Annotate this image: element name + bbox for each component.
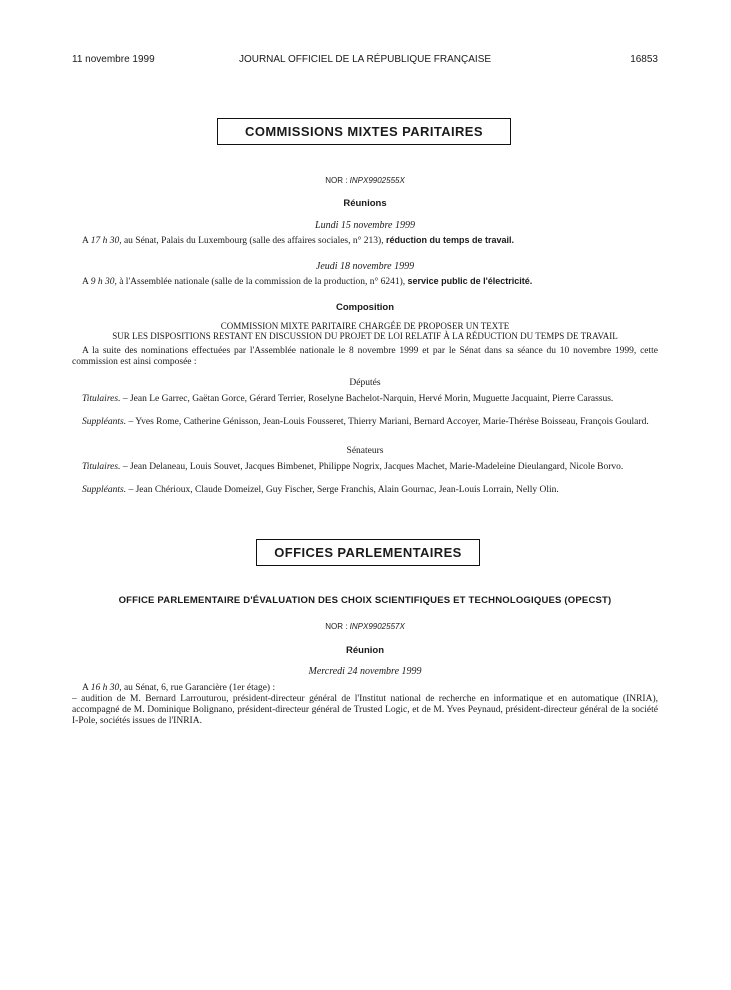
office-name: OFFICE PARLEMENTAIRE D'ÉVALUATION DES CHOIX SCIENTIFIQUES ET TECHNOLOGIQUES (OPECST) [118,595,612,606]
nor-reference-1 [72,176,658,185]
office-meeting-time: 16 h 30, [90,683,122,693]
deputes-titulaires-names: – Jean Le Garrec, Gaëtan Gorce, Gérard Terrier, Roselyne Bachelot-Narquin, Hervé Morin, Muguette Jacquaint, Pierre Carassus. [122,394,614,404]
senateurs-heading: Sénateurs [346,446,384,456]
nor-code: INPX9902555X [349,176,405,185]
office-meeting-location [72,683,658,694]
meeting2-date: Jeudi 18 novembre 1999 [315,261,415,272]
senateurs-suppleants [72,485,658,496]
meeting1-text [72,235,658,247]
meeting1-prefix: A [82,236,89,246]
nor-label: NOR : [325,176,348,185]
senateurs-titulaires-label: Titulaires. [82,462,121,472]
senateurs-titulaires [72,462,658,473]
meeting2-time: 9 h 30, [90,277,117,287]
deputes-heading: Députés [349,378,381,388]
meeting1-subject: réduction du temps de travail. [385,235,514,245]
commission-title-line1: COMMISSION MIXTE PARITAIRE CHARGÉE DE PROPOSER UN TEXTE [220,321,510,331]
meeting2-prefix: A [82,277,89,287]
nor-reference-2 [72,622,658,631]
office-meeting-date: Mercredi 24 novembre 1999 [308,666,422,677]
composition-intro: A la suite des nominations effectuées par l'Assemblée nationale le 8 novembre 1999 et par le Sénat dans sa séance du 10 novembre 1999, cette commission est ainsi composée : [72,346,658,367]
office-meeting-prefix: A [82,683,89,693]
senateurs-suppleants-label: Suppléants. [82,485,127,495]
meeting1-time: 17 h 30, [90,236,122,246]
deputes-titulaires-label: Titulaires. [82,394,121,404]
nor-code: INPX9902557X [349,622,405,631]
deputes-suppleants-names: – Yves Rome, Catherine Génisson, Jean-Louis Fousseret, Thierry Mariani, Bernard Accoyer, Marie-Thérèse Boisseau, François Goulard. [128,417,649,427]
senateurs-titulaires-names: – Jean Delaneau, Louis Souvet, Jacques Bimbenet, Philippe Nogrix, Jacques Machet, Marie-Madeleine Dieulangard, Nicole Borvo. [122,462,624,472]
header-date: 11 novembre 1999 [72,54,155,65]
meeting2-subject: service public de l'électricité. [407,276,533,286]
meeting2-location: à l'Assemblée nationale (salle de la commission de la production, n° 6241), [119,277,406,287]
commission-title-line2: SUR LES DISPOSITIONS RESTANT EN DISCUSSION DU PROJET DE LOI RELATIF À LA RÉDUCTION DU TEMPS DE TRAVAIL [112,331,618,341]
office-meeting-item: – audition de M. Bernard Larrouturou, président-directeur général de l'Institut national de recherche en informatique et en automatique (INRIA), accompagné de M. Dominique Bolignano, président-directeur général de Trusted Logic, et de M. Yves Peynaud, président-directeur général de la société I-Pole, sociétés issues de l'INRIA. [72,694,658,726]
senateurs-suppleants-names: – Jean Chérioux, Claude Domeizel, Guy Fischer, Serge Franchis, Alain Gournac, Jean-Louis Lorrain, Nelly Olin. [128,485,559,495]
section-title-commissions: COMMISSIONS MIXTES PARITAIRES [217,118,511,145]
meeting2-text [72,276,658,288]
composition-heading: Composition [335,302,395,313]
office-meeting-place: au Sénat, 6, rue Garancière (1er étage) : [123,683,276,693]
section-title-offices: OFFICES PARLEMENTAIRES [256,539,480,566]
header-journal-title: JOURNAL OFFICIEL DE LA RÉPUBLIQUE FRANÇAISE [238,54,492,65]
deputes-suppleants-label: Suppléants. [82,417,127,427]
meeting1-location: au Sénat, Palais du Luxembourg (salle des affaires sociales, n° 213), [123,236,384,246]
nor-label: NOR : [325,622,348,631]
deputes-titulaires [72,394,658,405]
meeting1-date: Lundi 15 novembre 1999 [315,220,415,231]
reunion-heading: Réunion [346,645,384,656]
header-page-number: 16853 [630,54,658,65]
page-header [72,54,658,68]
deputes-suppleants [72,417,658,428]
reunions-heading: Réunions [343,198,387,209]
